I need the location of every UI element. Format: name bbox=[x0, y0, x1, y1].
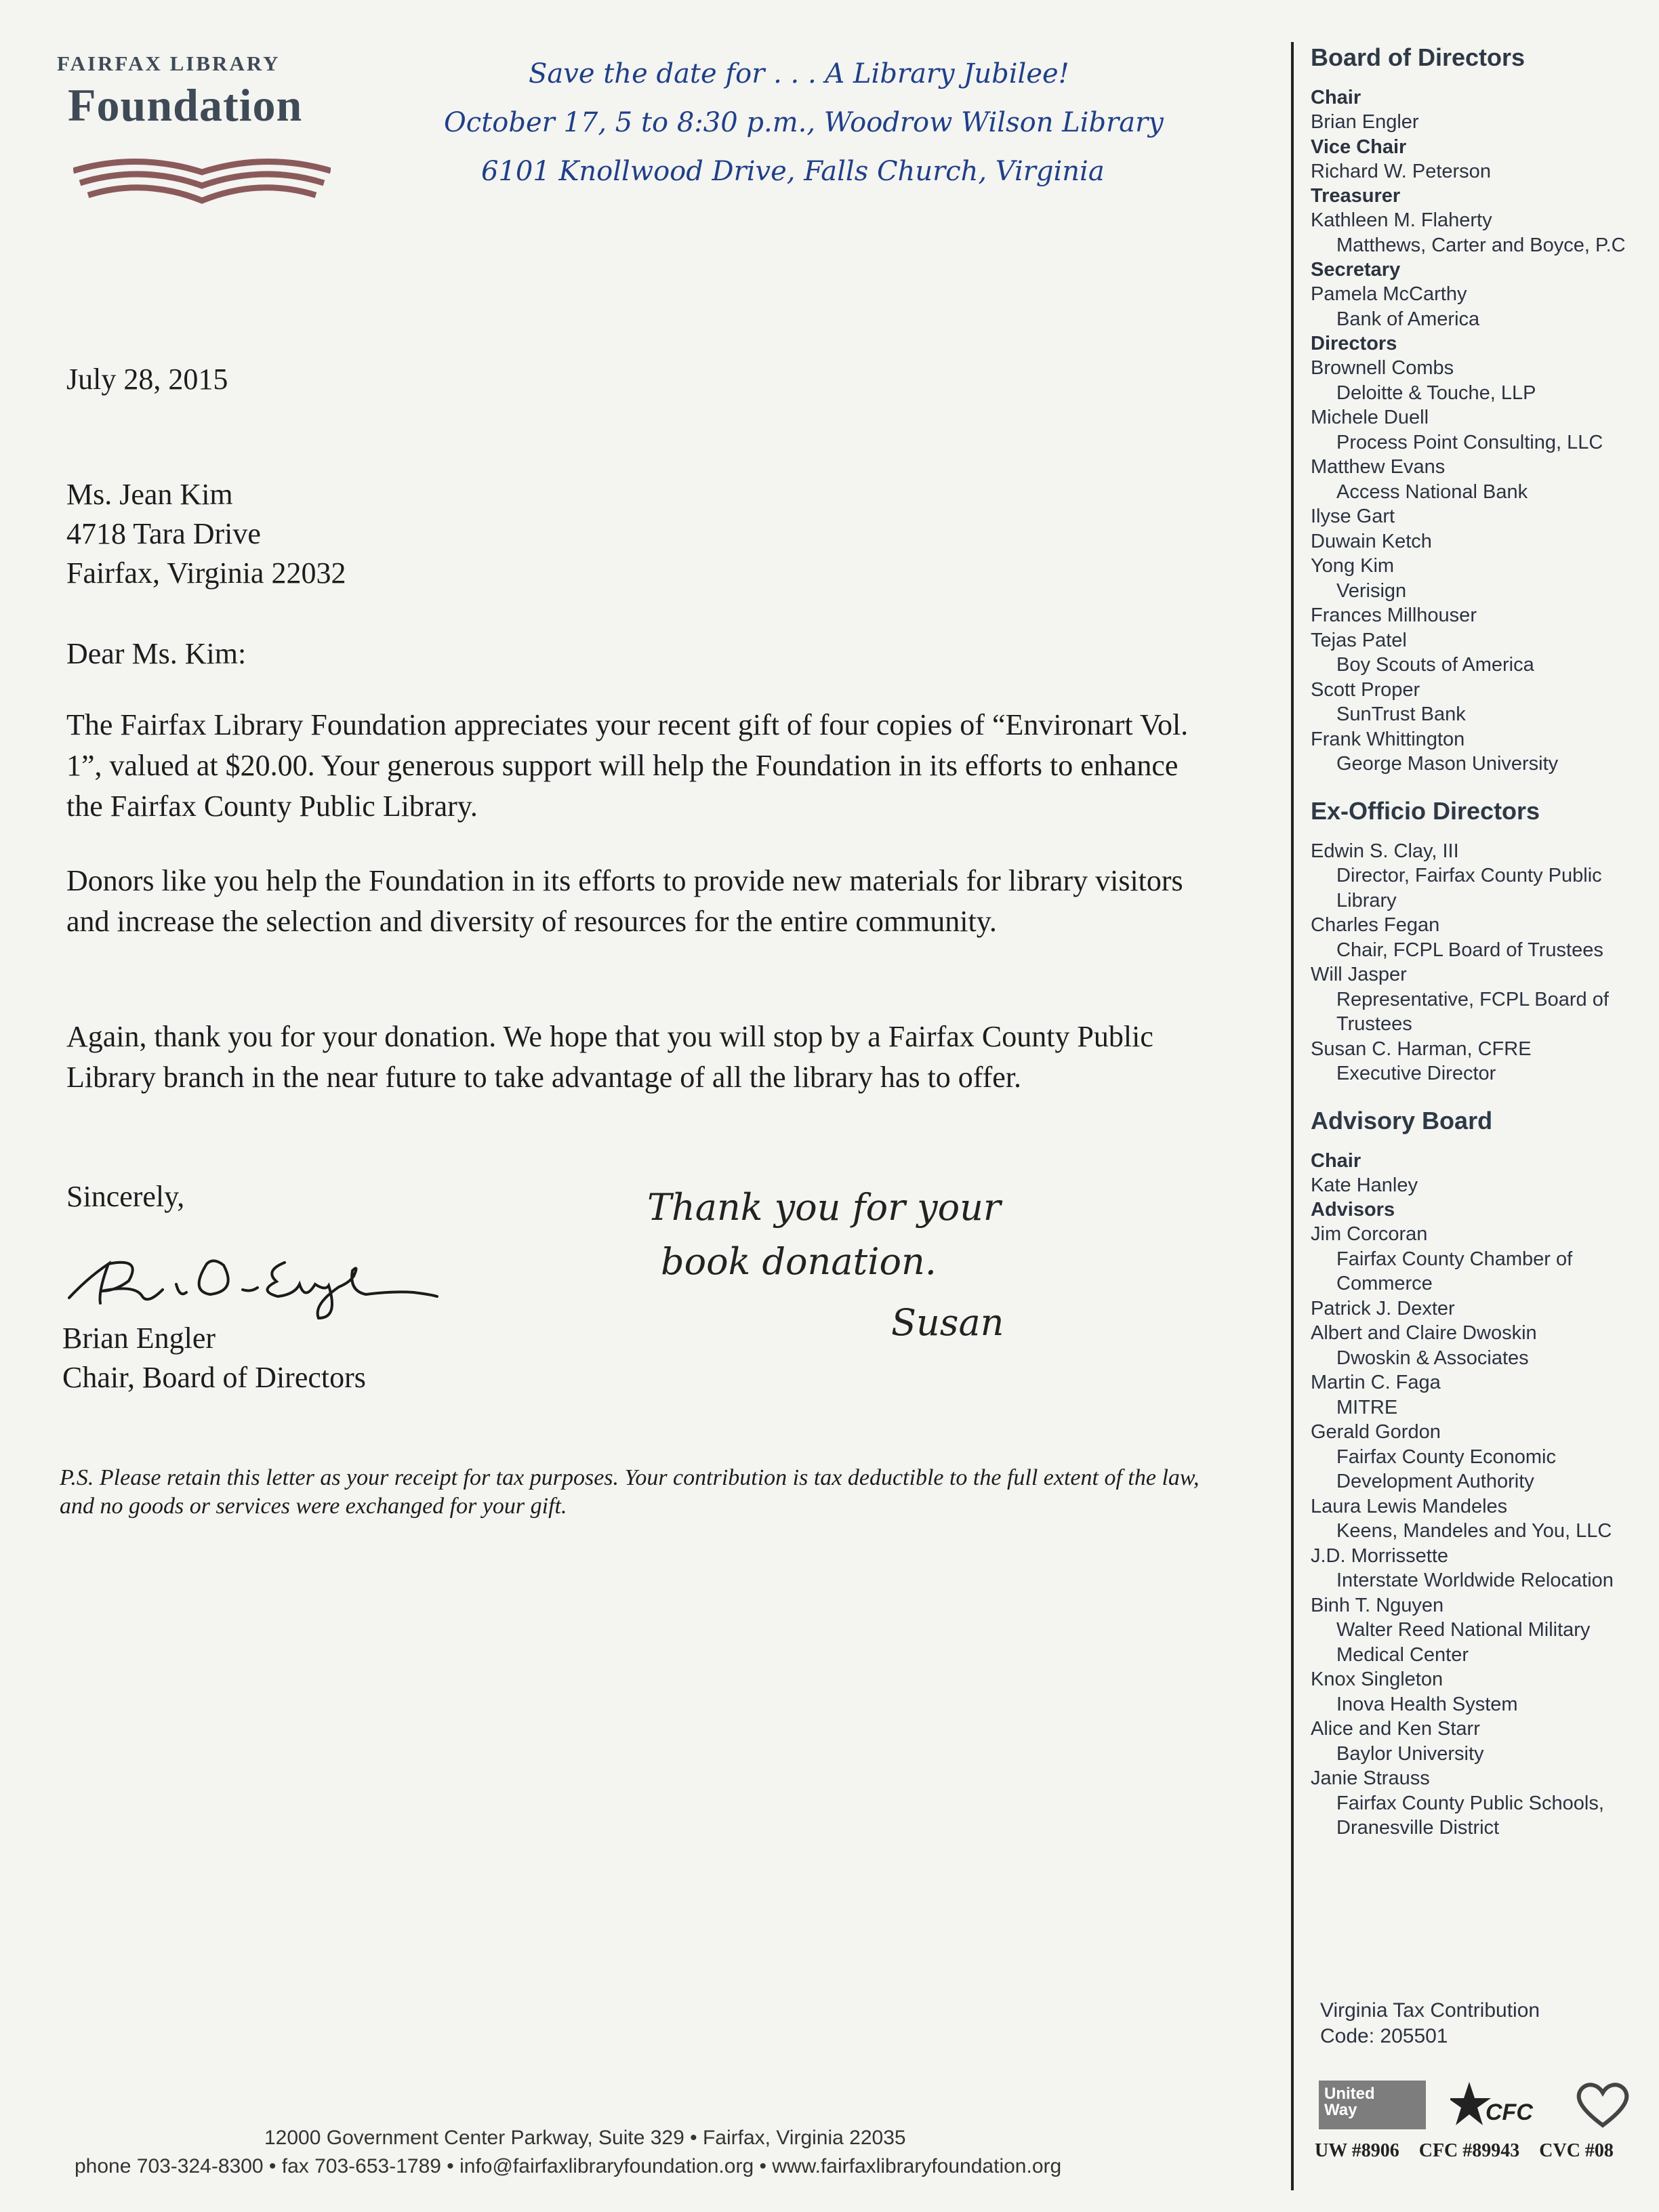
roster-affiliation: Walter Reed National Military bbox=[1336, 1619, 1591, 1641]
signer-name: Brian Engler bbox=[62, 1322, 216, 1355]
postscript: P.S. Please retain this letter as your receipt for tax purposes. Your contribution is tax deductible to the full extent of the law, and no goods or services were exchanged for your gift. bbox=[60, 1465, 1200, 1519]
roster-role: Secretary bbox=[1311, 259, 1401, 281]
save-the-date-line-2: October 17, 5 to 8:30 p.m., Woodrow Wilson Library bbox=[444, 107, 1164, 138]
salutation: Dear Ms. Kim: bbox=[66, 637, 247, 670]
signature bbox=[61, 1216, 441, 1325]
uw-code: UW #8906 bbox=[1315, 2140, 1399, 2161]
roster-affiliation: Deloitte & Touche, LLP bbox=[1336, 382, 1536, 404]
roster-role: Treasurer bbox=[1311, 185, 1401, 207]
roster-name: Yong Kim bbox=[1311, 555, 1395, 577]
roster-name: Pamela McCarthy bbox=[1311, 283, 1467, 305]
recipient-name: Ms. Jean Kim bbox=[66, 478, 233, 511]
roster-affiliation: George Mason University bbox=[1336, 753, 1559, 775]
roster-name: Ilyse Gart bbox=[1311, 506, 1395, 527]
roster-role: Directors bbox=[1311, 333, 1397, 354]
roster-affiliation: Baylor University bbox=[1336, 1742, 1484, 1765]
roster-name: Patrick J. Dexter bbox=[1311, 1297, 1455, 1319]
roster-affiliation: Representative, FCPL Board of bbox=[1336, 988, 1609, 1010]
roster-affiliation: Executive Director bbox=[1336, 1063, 1496, 1084]
tax-code-block bbox=[1320, 1998, 1540, 2049]
open-book-icon bbox=[73, 152, 331, 206]
roster-affiliation: Fairfax County Economic bbox=[1336, 1446, 1556, 1468]
paragraph-1: The Fairfax Library Foundation appreciates your recent gift of four copies of “Environart Vol. 1”, valued at $20.00. Your generous support will help the Foundation in its efforts to enhance the Fairfax County Public Library. bbox=[66, 708, 1189, 823]
board-of-directors-section bbox=[1311, 42, 1659, 777]
cfc-star-icon bbox=[1450, 2081, 1538, 2129]
roster-name: Tejas Patel bbox=[1311, 629, 1407, 651]
roster-name: Susan C. Harman, CFRE bbox=[1311, 1038, 1532, 1060]
roster-name: Janie Strauss bbox=[1311, 1767, 1430, 1789]
united-way-text-1: United bbox=[1324, 2085, 1375, 2103]
roster-name: Matthew Evans bbox=[1311, 456, 1446, 478]
roster-name: Duwain Ketch bbox=[1311, 530, 1432, 552]
cvc-heart-icon bbox=[1572, 2081, 1633, 2129]
logo-org-small: FAIRFAX LIBRARY bbox=[57, 52, 281, 75]
roster-affiliation: Chair, FCPL Board of Trustees bbox=[1336, 939, 1603, 961]
roster-name: Martin C. Faga bbox=[1311, 1372, 1441, 1393]
cfc-code: CFC #89943 bbox=[1418, 2140, 1520, 2161]
roster-affiliation: Fairfax County Public Schools, bbox=[1336, 1792, 1604, 1814]
roster-affiliation: Development Authority bbox=[1336, 1471, 1534, 1492]
board-heading: Board of Directors bbox=[1311, 43, 1525, 71]
roster-affiliation: Director, Fairfax County Public bbox=[1336, 865, 1602, 886]
recipient-street: 4718 Tara Drive bbox=[66, 517, 261, 550]
roster-role: Vice Chair bbox=[1311, 136, 1407, 158]
roster-name: Alice and Ken Starr bbox=[1311, 1718, 1480, 1740]
roster-affiliation: Keens, Mandeles and You, LLC bbox=[1336, 1520, 1612, 1542]
roster-name: Will Jasper bbox=[1311, 964, 1407, 985]
roster-affiliation: Access National Bank bbox=[1336, 480, 1528, 503]
roster-name: Jim Corcoran bbox=[1311, 1223, 1428, 1245]
logo-org-big: Foundation bbox=[68, 79, 303, 131]
roster-affiliation: Dwoskin & Associates bbox=[1336, 1347, 1529, 1369]
roster-affiliation: Bank of America bbox=[1336, 308, 1480, 330]
paragraph-3: Again, thank you for your donation. We hope that you will stop by a Fairfax County Public Library branch in the near future to take advantage of all the library has to offer. bbox=[66, 1020, 1153, 1094]
save-the-date-line-1: Save the date for . . . A Library Jubilee! bbox=[529, 58, 1069, 89]
roster-role: Chair bbox=[1311, 87, 1361, 108]
board-list bbox=[1311, 85, 1659, 777]
roster-name: J.D. Morrissette bbox=[1311, 1544, 1449, 1567]
roster-role: Advisors bbox=[1311, 1199, 1395, 1221]
united-way-icon bbox=[1319, 2081, 1426, 2129]
tax-code-value: Code: 205501 bbox=[1320, 2025, 1448, 2047]
roster-affiliation: Trustees bbox=[1336, 1013, 1412, 1035]
footer-contact: phone 703-324-8300 • fax 703-653-1789 • info@fairfaxlibraryfoundation.org • www.fairfaxlibraryfoundation.org bbox=[75, 2155, 1062, 2177]
sidebar-divider bbox=[1291, 42, 1294, 2190]
ex-officio-heading: Ex-Officio Directors bbox=[1311, 796, 1540, 825]
roster-name: Kathleen M. Flaherty bbox=[1311, 209, 1492, 231]
roster-affiliation: Medical Center bbox=[1336, 1643, 1469, 1666]
signer-block bbox=[62, 1319, 366, 1397]
footer-address: 12000 Government Center Parkway, Suite 329 • Fairfax, Virginia 22035 bbox=[264, 2127, 906, 2149]
roster-name: Knox Singleton bbox=[1311, 1668, 1443, 1690]
roster-affiliation: Interstate Worldwide Relocation bbox=[1336, 1570, 1614, 1591]
cfc-logo-text: CFC bbox=[1486, 2100, 1533, 2125]
advisory-list bbox=[1311, 1149, 1659, 1841]
ex-officio-list bbox=[1311, 839, 1659, 1086]
badge-codes bbox=[1315, 2140, 1629, 2162]
letter-date: July 28, 2015 bbox=[66, 363, 228, 396]
roster-name: Kate Hanley bbox=[1311, 1174, 1418, 1196]
ex-officio-section bbox=[1311, 796, 1659, 1086]
roster-affiliation: Verisign bbox=[1336, 579, 1407, 602]
handwritten-note-line-1: Thank you for your bbox=[647, 1186, 1001, 1229]
cvc-code: CVC #08 bbox=[1539, 2140, 1614, 2161]
roster-affiliation: Matthews, Carter and Boyce, P.C bbox=[1336, 234, 1626, 256]
paragraph-2: Donors like you help the Foundation in its efforts to provide new materials for library visitors and increase the selection and diversity of resources for the entire community. bbox=[66, 864, 1183, 938]
tax-code-label: Virginia Tax Contribution bbox=[1320, 1999, 1540, 2022]
roster-name: Frances Millhouser bbox=[1311, 605, 1477, 626]
sidebar-roster bbox=[1311, 42, 1659, 1860]
roster-affiliation: Process Point Consulting, LLC bbox=[1336, 431, 1603, 453]
roster-name: Albert and Claire Dwoskin bbox=[1311, 1322, 1537, 1344]
signer-title: Chair, Board of Directors bbox=[62, 1361, 366, 1394]
roster-name: Edwin S. Clay, III bbox=[1311, 840, 1459, 862]
advisory-heading: Advisory Board bbox=[1311, 1106, 1493, 1134]
handwritten-note-signature: Susan bbox=[891, 1301, 1004, 1344]
roster-name: Gerald Gordon bbox=[1311, 1421, 1441, 1443]
save-the-date-line-3: 6101 Knollwood Drive, Falls Church, Virginia bbox=[481, 156, 1105, 187]
roster-name: Richard W. Peterson bbox=[1311, 160, 1491, 182]
roster-affiliation: MITRE bbox=[1336, 1396, 1398, 1418]
united-way-text-2: Way bbox=[1324, 2101, 1357, 2119]
roster-name: Laura Lewis Mandeles bbox=[1311, 1495, 1508, 1517]
roster-affiliation: Commerce bbox=[1336, 1273, 1433, 1294]
roster-name: Scott Proper bbox=[1311, 678, 1420, 701]
roster-name: Brian Engler bbox=[1311, 111, 1419, 133]
recipient-city: Fairfax, Virginia 22032 bbox=[66, 556, 346, 590]
closing: Sincerely, bbox=[66, 1180, 185, 1213]
advisory-board-section bbox=[1311, 1105, 1659, 1841]
roster-name: Brownell Combs bbox=[1311, 357, 1454, 379]
roster-affiliation: Boy Scouts of America bbox=[1336, 654, 1534, 676]
roster-affiliation: Fairfax County Chamber of bbox=[1336, 1248, 1573, 1270]
handwritten-note-line-2: book donation. bbox=[661, 1240, 937, 1283]
roster-affiliation: Dranesville District bbox=[1336, 1817, 1500, 1839]
roster-role: Chair bbox=[1311, 1149, 1361, 1172]
roster-affiliation: Inova Health System bbox=[1336, 1693, 1518, 1715]
roster-affiliation: SunTrust Bank bbox=[1336, 703, 1466, 725]
roster-name: Binh T. Nguyen bbox=[1311, 1594, 1444, 1616]
roster-name: Charles Fegan bbox=[1311, 914, 1440, 936]
roster-name: Michele Duell bbox=[1311, 407, 1429, 428]
roster-affiliation: Library bbox=[1336, 889, 1397, 912]
roster-name: Frank Whittington bbox=[1311, 728, 1465, 750]
recipient-address bbox=[66, 474, 1218, 592]
